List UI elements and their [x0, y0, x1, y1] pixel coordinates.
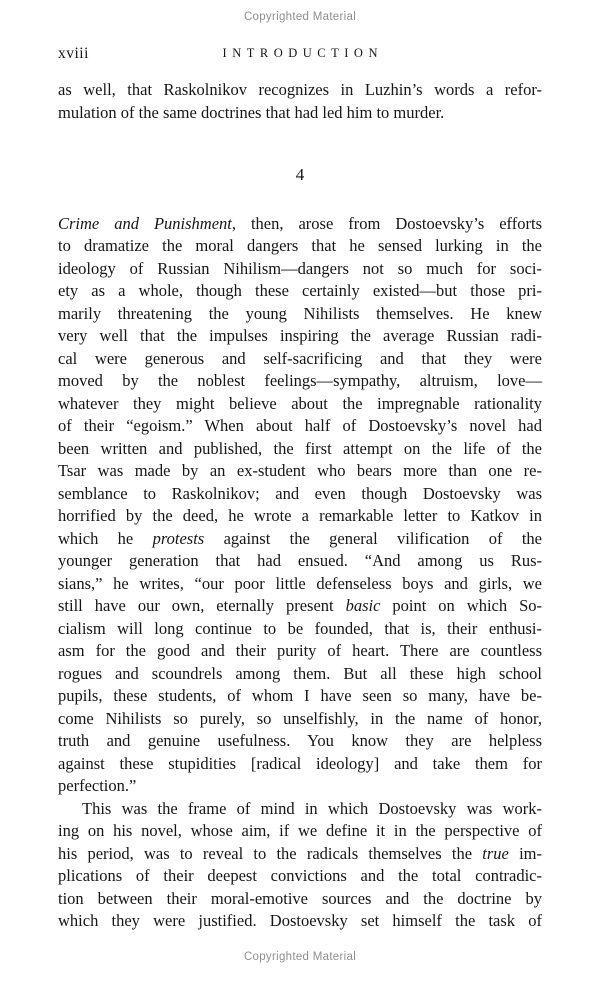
italic-text: basic: [345, 596, 381, 615]
text-run: tion between their moral-emotive sources and the doctrine by: [58, 888, 542, 908]
italic-text: Crime and Punishment: [58, 213, 232, 233]
text-line: [58, 798, 542, 821]
text-run: his period, was to reveal to the radicals themselves the: [58, 843, 483, 863]
text-run: horrified by the deed, he wrote a remarkable letter to Katkov in: [58, 506, 542, 525]
text-run: to dramatize the moral dangers that he sensed lurking in the: [58, 236, 542, 255]
section-number: 4: [295, 165, 305, 184]
text-run: , then, arose from Dostoevsky’s efforts: [231, 213, 542, 233]
page-header: [58, 44, 542, 63]
text-run: as well, that Raskolnikov recognizes in Luzhin’s words a refor-: [58, 80, 542, 99]
text-run: im-: [508, 843, 542, 863]
text-run: Tsar was made by an ex-student who bears more than one re-: [58, 461, 542, 480]
text-run: plications of their deepest convictions and the total contradic-: [58, 866, 542, 885]
text-run: been written and published, the first attempt on the life of the: [58, 438, 542, 458]
text-line: [58, 393, 542, 416]
text-line: [58, 348, 542, 371]
text-line: [58, 730, 542, 753]
paragraph-continuation: [58, 79, 542, 124]
text-run: ideology of Russian Nihilism—dangers not so much for soci-: [58, 258, 542, 278]
text-run: marily threatening the young Nihilists themselves. He knew: [58, 303, 542, 323]
text-run: truth and genuine usefulness. You know they are helpless: [58, 731, 542, 750]
text-run: very well that the impulses inspiring the average Russian radi-: [58, 326, 542, 345]
text-line: [58, 280, 542, 303]
paragraph-main: [58, 213, 542, 798]
text-line: [58, 550, 542, 573]
text-line: [58, 258, 542, 281]
text-run: whatever they might believe about the impregnable rationality: [58, 393, 542, 413]
text-run: which they were justified. Dostoevsky set himself the task of: [58, 911, 542, 930]
text-run: pupils, these students, of whom I have seen so many, have be-: [58, 686, 542, 705]
text-line: [58, 640, 542, 663]
text-run: cialism will long continue to be founded, that is, their enthusi-: [58, 618, 542, 638]
copyright-notice-top: Copyrighted Material: [243, 11, 357, 23]
italic-text: true: [482, 843, 509, 863]
text-run: of their “egoism.” When about half of Dostoevsky’s novel had: [58, 416, 542, 435]
text-line: [58, 415, 542, 438]
text-run: sians,” he writes, “our poor little defenseless boys and girls, we: [58, 573, 542, 593]
text-line: [58, 573, 542, 596]
text-run: come Nihilists so purely, so unselfishly, in the name of honor,: [58, 708, 542, 728]
paragraph-closing: [58, 798, 542, 933]
text-run: younger generation that had ensued. “And among us Rus-: [58, 551, 542, 570]
text-line: [58, 213, 542, 236]
text-run: ing on his novel, whose aim, if we define it in the perspective of: [58, 821, 542, 840]
text-run: against the general vilification of the: [204, 528, 542, 548]
text-line: [58, 79, 542, 102]
text-run: cal were generous and self-sacrificing and that they were: [58, 348, 542, 368]
text-line: [58, 685, 542, 708]
text-line: [58, 843, 542, 866]
text-line: [58, 505, 542, 528]
text-line: [58, 370, 542, 393]
text-line: [58, 708, 542, 731]
text-line: [58, 753, 542, 776]
text-run: mulation of the same doctrines that had led him to murder.: [58, 102, 445, 122]
text-line: [58, 865, 542, 888]
text-line: [58, 483, 542, 506]
text-line: [58, 303, 542, 326]
running-title: INTRODUCTION: [222, 46, 383, 60]
text-run: against these stupidities [radical ideology] and take them for: [58, 753, 542, 773]
text-line: [58, 618, 542, 641]
text-line: [58, 325, 542, 348]
text-run: This was the frame of mind in which Dostoevsky was work-: [82, 798, 542, 818]
text-line: [58, 438, 542, 461]
text-run: semblance to Raskolnikov; and even though Dostoevsky was: [58, 483, 542, 503]
text-line: [58, 595, 542, 618]
text-line: [58, 888, 542, 911]
text-line: [58, 663, 542, 686]
text-run: ety as a whole, though these certainly existed—but those pri-: [58, 281, 542, 300]
text-line: [58, 820, 542, 843]
text-line: [58, 775, 542, 798]
text-run: moved by the noblest feelings—sympathy, altruism, love—: [58, 371, 542, 390]
text-line: [58, 460, 542, 483]
text-run: still have our own, eternally present: [58, 596, 346, 615]
body-text: [58, 79, 542, 933]
copyright-notice-bottom: Copyrighted Material: [243, 951, 357, 963]
text-run: rogues and scoundrels among them. But all these high school: [58, 663, 542, 683]
text-line: [58, 235, 542, 258]
italic-text: protests: [152, 528, 205, 548]
text-line: [58, 102, 542, 125]
text-line: [58, 910, 542, 933]
text-run: point on which So-: [380, 596, 542, 615]
text-run: perfection.”: [58, 776, 137, 795]
text-run: asm for the good and their purity of heart. There are countless: [58, 641, 542, 660]
page-number: xviii: [58, 45, 89, 62]
text-line: [58, 528, 542, 551]
text-run: which he: [58, 528, 153, 548]
